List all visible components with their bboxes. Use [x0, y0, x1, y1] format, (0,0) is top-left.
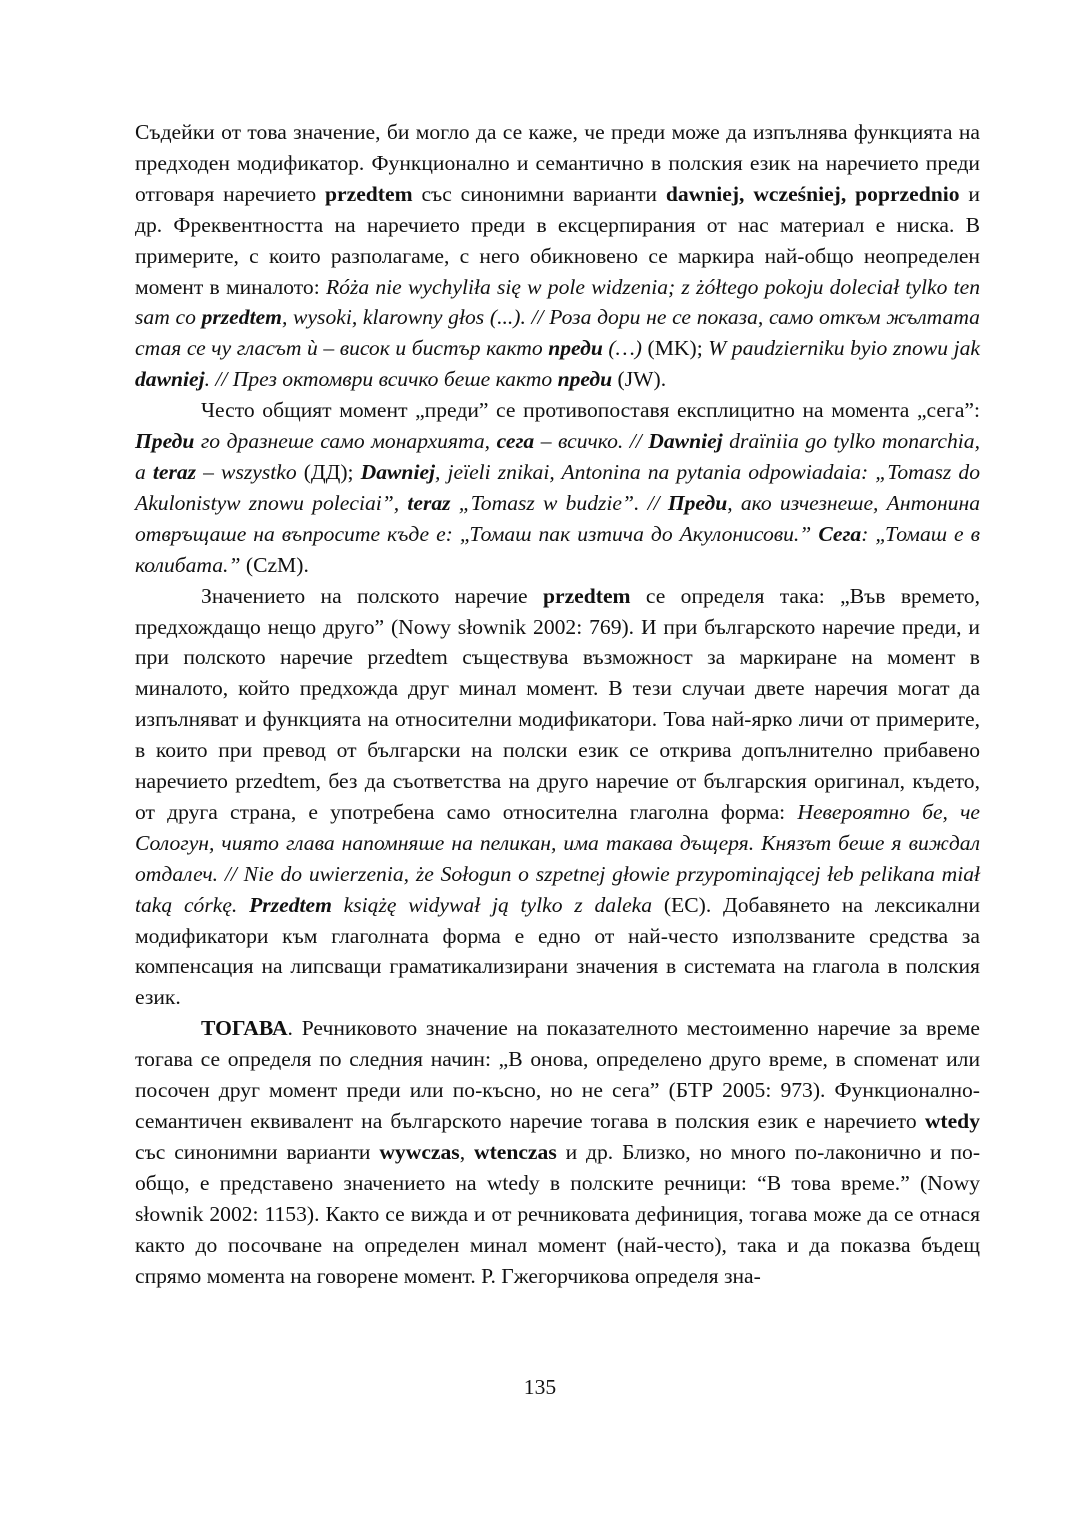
bold-italic-run: Przedtem [249, 892, 332, 917]
paragraph-1 [135, 117, 980, 395]
text-run: . Речниковото значение на показателното местоименно наречие за време тогава се определя по следния начин: „В онова, определено друго време, в споменат или посочен друг момент преди или по-късно, но не сега” (БТР 2005: 973). Функционално-семантичен еквивалент на българското наречие тогава в полския език е наречието [135, 1016, 980, 1133]
italic-run: W paudzierniku byio znowu jak [708, 336, 980, 361]
text-run: Често общият момент „преди” се противопоставя експлицитно на момента „сега”: [201, 398, 980, 423]
bold-run: dawniej, wcześniej, poprzednio [665, 181, 960, 206]
text-run: Съдейки от това значение, би могло да се каже, че преди може да изпълнява функцията на предходен модификатор. Функционално и семантично в полския език на наречието преди отговаря наречието [135, 120, 980, 206]
paragraph-4 [135, 1013, 980, 1291]
text-run: (ДД); [296, 459, 361, 484]
bold-italic-run: преди [557, 367, 613, 392]
bold-run: wtenczas [473, 1139, 557, 1164]
italic-run: , wysoki, klarowny głos (...). // Роза дори не се показа, само откъм жълтата стая се чу гласът ѝ – висок и бистър както [135, 305, 980, 361]
page-number: 135 [523, 1375, 557, 1399]
italic-run: – всичко. // [534, 429, 649, 454]
italic-run: „Tomasz w budzie”. // [450, 490, 668, 515]
italic-run: го дразнеше само монархията, [194, 429, 497, 454]
text-run: (ЕС). Добавянето на лексикални модификатори към глаголната форма е едно от най-често използваните средства за компенсация на липсващи граматикализирани значения в системата на глагола в полския език. [135, 892, 981, 1010]
italic-run: – wszystko [196, 459, 297, 484]
italic-run: (…) [602, 336, 642, 361]
bold-run: ТОГАВА [201, 1016, 288, 1041]
bold-run: wtedy [924, 1109, 980, 1133]
paragraph-3 [135, 581, 980, 1014]
italic-run: książę widywał ją tylko z daleka [331, 892, 653, 917]
body-text [135, 117, 980, 1291]
text-run: , [459, 1139, 474, 1164]
italic-run: . // През октомври всичко беше както [204, 367, 558, 392]
text-run: (MK); [641, 336, 709, 361]
bold-italic-run: teraz [152, 459, 197, 484]
text-run: със синонимни варианти [412, 181, 666, 206]
bold-italic-run: przedtem [201, 305, 282, 330]
bold-italic-run: Dawniej [360, 459, 436, 484]
italic-run: Róża nie wychyliła się w pole widzenia; z żółtego pokoju doleciał tylko ten sam co [135, 274, 980, 330]
text-run: се определя така: „Във времето, предхождащо нещо друго” (Nowy słownik 2002: 769). И при българското наречие преди, и при полското наречие przedtem съществува възможност за маркиране на момент в миналото, който предхожда друг минал момент. В тези случаи двете наречия могат да изпълняват и функцията на относителни модификатори. Това най-ярко личи от примерите, в които при превод от български на полски език се открива допълнително прибавено наречието przedtem, без да съответства на друго наречие от българския оригинал, където, от друга страна, е употребена само относителна глаголна форма: [135, 583, 980, 824]
italic-run: , ако изчезнеше, Антонина отвръщаше на въпросите къде е: „Томаш пак изтича до Акулонисови.” [135, 490, 980, 546]
bold-italic-run: dawniej [135, 367, 205, 392]
bold-italic-run: Сега [818, 521, 862, 546]
bold-run: przedtem [325, 181, 413, 206]
bold-italic-run: сега [496, 429, 535, 454]
bold-italic-run: преди [548, 336, 603, 361]
text-run: Значението на полското наречие [201, 583, 543, 608]
italic-run: Невероятно бе, че Сологун, чиято глава напомняше на пеликан, има такава дъщеря. Князът беше я виждал отдалеч. // Nie do uwierzenia, że Sołogun o szpetnej głowie przypominającej łeb pelikana miał taką córkę. [135, 799, 980, 917]
bold-italic-run: Преди [135, 429, 195, 454]
text-run: (JW). [612, 367, 667, 392]
bold-run: przedtem [542, 583, 631, 608]
text-run: със синонимни варианти [135, 1139, 380, 1164]
italic-run: , jeïeli znikai, Antonina na pytania odpowiadaia: „Tomasz do Akulonistyw znowu poleciai”, [135, 459, 980, 515]
bold-italic-run: teraz [407, 490, 451, 515]
text-run: (CzM). [240, 552, 309, 577]
bold-italic-run: Преди [667, 490, 728, 515]
italic-run: draïniia go tylko monarchia, a [135, 429, 980, 484]
bold-italic-run: Dawniej [648, 429, 723, 454]
text-run: и др. Фреквентността на наречието преди в ексцерпирания от нас материал е ниска. В примерите, с които разполагаме, с него обикновено се маркира най-общо неопределен момент в миналото: [135, 181, 980, 299]
bold-run: wywczas [379, 1139, 460, 1164]
italic-run: : „Томаш е в колибата.” [135, 521, 980, 577]
text-run: и др. Близко, но много по-лаконично и по-общо, е представено значението на wtedy в полските речници: “В това време.” (Nowy słownik 2002: 1153). Както се вижда и от речниковата дефиниция, тогава може да се отнася както до посочване на определен минал момент (най-често), така и да показва бъдещ спрямо момента на говорене момент. Р. Гжегорчикова определя зна- [135, 1139, 981, 1288]
paragraph-2 [135, 395, 980, 580]
